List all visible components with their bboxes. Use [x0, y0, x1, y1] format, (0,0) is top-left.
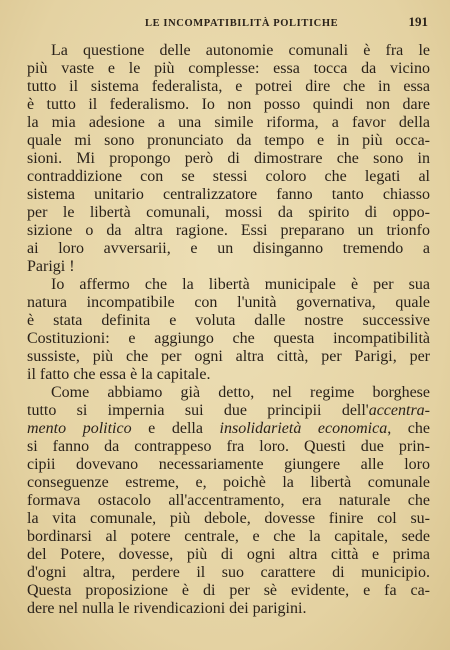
text-run: , che	[387, 420, 430, 437]
text-line: è tutto il federalismo. Io non posso quindi non dare	[27, 96, 430, 113]
text-run: tutto si impernia sui due principii dell'	[27, 402, 369, 419]
text-line	[27, 420, 430, 438]
text-line: Questa proposizione è di per sè evidente, e fa ca-	[27, 582, 430, 599]
italic-term: mento politico	[27, 420, 132, 437]
paragraph	[27, 276, 430, 384]
text-line: Io affermo che la libertà municipale è per sua	[51, 276, 430, 293]
running-title: LE INCOMPATIBILITÀ POLITICHE	[145, 18, 339, 29]
paragraph	[27, 42, 430, 276]
text-line: Costituzioni: e aggiungo che questa incompatibilità	[27, 330, 430, 347]
italic-term: insolidarietà economica	[219, 420, 388, 437]
text-line: la vita comunale, più debole, dovesse finire col su-	[27, 510, 430, 527]
page-number: 191	[408, 14, 428, 29]
paragraph	[27, 384, 430, 618]
text-line: ai loro avversarii, e un disinganno tremendo a	[27, 240, 430, 257]
text-line: più vaste e le più complesse: essa tocca da vicino	[27, 60, 430, 77]
text-line: sistema unitario centralizzatore fanno tanto chiasso	[27, 186, 430, 203]
italic-term: accentra-	[368, 402, 430, 419]
text-line: cipii dovevano necessariamente giungere alle loro	[27, 456, 430, 473]
text-line: d'ogni altra, perdere il suo carattere di municipio.	[27, 564, 430, 581]
text-line	[27, 402, 430, 420]
text-line: sizione o da altra ragione. Essi preparano un trionfo	[27, 222, 430, 239]
text-line: Parigi !	[27, 258, 75, 275]
text-line: conseguenze estreme, e, poichè la libertà comunale	[27, 474, 430, 491]
text-line: il fatto che essa è la capitale.	[27, 366, 211, 383]
text-run: e della	[131, 420, 220, 437]
text-line: per le libertà comunali, mossi da spirito di oppo-	[27, 204, 430, 221]
text-line: è stata definita e voluta dalle nostre successive	[27, 312, 430, 329]
text-line: Come abbiamo già detto, nel regime borghese	[51, 384, 430, 401]
page-header	[27, 14, 430, 38]
text-line: dere nel nulla le rivendicazioni dei parigini.	[27, 600, 307, 617]
text-line: formava ostacolo all'accentramento, era naturale che	[27, 492, 430, 509]
text-line: contraddizione con se stessi coloro che legati al	[27, 168, 430, 185]
text-line: la mia adesione a una simile riforma, a favor della	[27, 114, 430, 131]
text-line: La questione delle autonomie comunali è fra le	[51, 42, 430, 59]
text-line: quale mi sono pronunciato da tempo e in più occa-	[27, 132, 430, 149]
text-line: sioni. Mi propongo però di dimostrare che sono in	[27, 150, 430, 167]
text-line: sussiste, più che per ogni altra città, per Parigi, per	[27, 348, 430, 365]
body-text	[27, 42, 430, 618]
text-line: bordinarsi al potere centrale, e che la capitale, sede	[27, 528, 430, 545]
text-line: si fanno da contrappeso fra loro. Questi due prin-	[27, 438, 430, 455]
text-line: natura incompatibile con l'unità governativa, quale	[27, 294, 430, 311]
text-line: tutto il sistema federalista, e potrei dire che in essa	[27, 78, 430, 95]
text-line: del Potere, dovesse, più di ogni altra città e prima	[27, 546, 430, 563]
